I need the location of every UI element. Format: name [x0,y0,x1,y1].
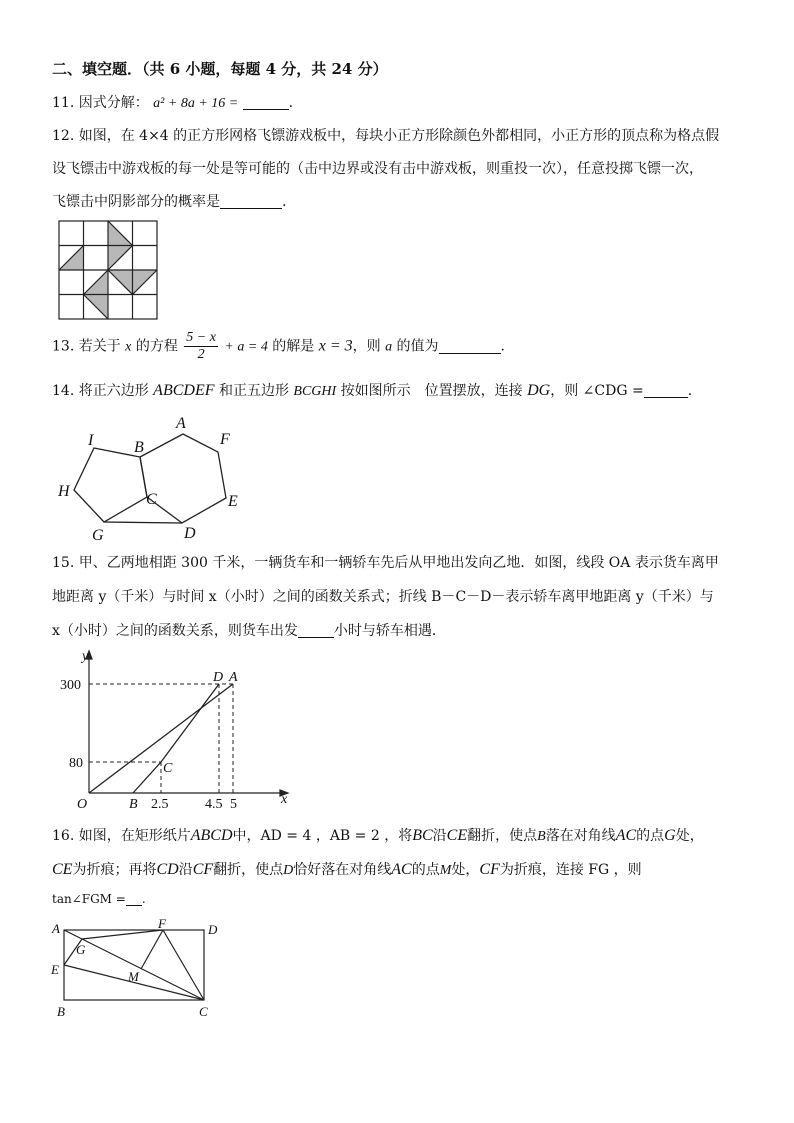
label-b: B [57,1004,65,1019]
hexagon-abcdef [140,434,226,523]
q13-number: 13. [52,338,75,355]
label-g: G [76,942,86,957]
label-c: C [199,1004,208,1019]
q14-text: 将正六边形 [78,383,149,399]
q16-text-2f: 的点 [411,862,440,878]
label-f: F [220,431,230,448]
section-title: 二、填空题．（共 6 小题，每题 4 分，共 24 分） [52,60,388,78]
q13-answer-blank [439,339,501,354]
q14-segment-dg: DG [527,382,551,399]
q16-rectangle-figure [48,918,233,1023]
q11-end: . [288,95,294,111]
q13-text-post3: 的值为 [396,338,439,355]
q15-text-2: 地距离 y（千米）与时间 x（小时）之间的函数关系式；折线 B－C－D－表示轿车离甲地距离 y（千米）与 [52,589,714,605]
q12-answer-blank [220,194,282,209]
q13-fraction-numerator: 5 − x [186,330,216,345]
q13-text-post2: ，则 [352,338,381,355]
question-14 [52,380,692,400]
x-tick-2-5: 2.5 [151,797,169,812]
label-e: E [51,962,59,977]
label-i: I [88,432,94,449]
q13-text-mid: 的方程 [135,338,178,355]
q14-text-mid: 和正五边形 [218,383,289,399]
q14-number: 14. [52,383,75,399]
q13-var-x: x [125,339,132,355]
label-a: A [176,415,186,432]
x-tick-4-5: 4.5 [205,797,223,812]
q16-point-d: D [283,863,294,878]
y-axis-label: y [82,649,89,664]
q16-text-2g: 处， [451,862,480,878]
q16-point-b: B [537,829,546,844]
q16-rect-name: ABCD [190,827,233,844]
label-g: G [92,527,104,544]
label-c: C [146,491,157,508]
q16-text-2b: 为折痕；再将 [72,862,157,878]
q14-answer-blank [644,383,688,398]
q11-answer-blank [243,95,289,110]
q16-point-m: M [439,863,452,878]
q16-segment-cd: CD [156,861,179,878]
q11-text: 因式分解： [78,95,149,111]
question-16-line2 [52,859,642,879]
question-16-line3 [52,892,146,906]
q16-text-1f: 的点 [636,828,665,844]
label-b: B [134,439,144,456]
segment-fm [141,930,163,969]
q12-number: 12. [52,128,75,144]
q14-pentagon-name: BCGHI [293,384,337,399]
q14-text-rest: 按如图所示 位置摆放，连接 [340,383,523,399]
q12-text-2: 设飞镖击中游戏板的每一处是等可能的（击中边界或没有击中游戏板，则重投一次），任意投掷飞镖一次， [52,161,703,177]
label-h: H [58,483,70,500]
origin-label: O [77,797,88,812]
q16-text-2c: 沿 [178,862,193,878]
q13-fraction [184,330,218,363]
q13-equation-rest: + a = 4 [224,339,268,355]
q16-point-g: G [664,827,676,844]
q16-segment-bc: BC [412,827,433,844]
q12-text-3: 飞镖击中阴影部分的概率是 [52,194,220,210]
x-axis-label: x [281,792,288,807]
q16-end: . [141,892,146,906]
q13-end: . [500,338,505,355]
question-15-line1 [52,552,719,572]
segment-dg [104,522,182,523]
q15-answer-blank [298,623,334,638]
label-d: D [208,922,218,937]
q14-ask: ，则 ∠CDG = [550,383,644,399]
q16-segment-ac-2: AC [391,861,412,878]
q15-text-3b: 小时与轿车相遇． [333,623,446,639]
q16-text-3: tan∠FGM = [52,892,126,906]
question-12-line3 [52,191,286,211]
question-12-line1 [52,125,719,145]
q16-segment-cf-2: CF [479,861,500,878]
q15-number: 15. [52,555,75,571]
q14-hexagon-name: ABCDEF [153,382,215,399]
q16-segment-ce: CE [446,827,468,844]
q16-text-2h: 为折痕，连接 FG ，则 [499,862,642,878]
point-label-a: A [229,670,238,685]
x-tick-5: 5 [230,797,237,812]
q16-text-1d: 翻折，使点 [467,828,538,844]
q15-function-graph [55,648,305,813]
q16-segment-cf: CF [192,861,214,878]
q15-text-3a: x（小时）之间的函数关系，则货车出发 [52,623,298,639]
label-a: A [52,921,60,936]
q16-text-1g: 处， [675,828,704,844]
q14-end: . [687,383,693,399]
label-f: F [158,916,166,931]
q13-solution: x = 3 [318,337,353,355]
point-label-c: C [163,761,173,776]
q16-segment-ce-2: CE [52,861,73,878]
label-m: M [128,969,139,984]
q16-text-2e: 恰好落在对角线 [293,862,392,878]
x-label-b: B [129,797,138,812]
q16-answer-blank [126,894,142,906]
y-tick-80: 80 [69,756,83,771]
question-11 [52,92,293,112]
question-13 [52,330,505,363]
point-label-d: D [213,670,224,685]
q13-var-a: a [385,339,393,355]
question-16-line1 [52,825,704,845]
y-tick-300: 300 [60,678,81,693]
q13-text-post1: 的解是 [272,338,315,355]
question-15-line3 [52,620,446,640]
polyline-bcd [133,684,219,793]
label-e: E [228,493,238,510]
q16-text-1b: 中，AD = 4 ，AB = 2 ，将 [232,828,413,844]
q16-text-2d: 翻折，使点 [213,862,284,878]
q12-end: . [282,194,287,210]
q13-fraction-denominator: 2 [197,347,205,362]
q11-expression: a² + 8a + 16 = [153,96,239,111]
q16-number: 16. [52,828,75,844]
q16-text-1a: 如图，在矩形纸片 [78,828,191,844]
label-d: D [184,525,196,542]
q13-text-pre: 若关于 [78,338,121,355]
q11-number: 11. [52,95,75,111]
q14-polygons-figure [50,410,250,545]
q16-segment-ac: AC [615,827,637,844]
q12-text-1: 如图，在 4×4 的正方形网格飞镖游戏板中，每块小正方形除颜色外都相同，小正方形的顶点称为格点假 [78,128,720,144]
pentagon-bcghi [74,448,147,522]
q16-text-1e: 落在对角线 [545,828,616,844]
q12-dartboard-grid [59,221,157,319]
q16-text-1c: 沿 [432,828,447,844]
q15-text-1: 甲、乙两地相距 300 千米，一辆货车和一辆轿车先后从甲地出发向乙地．如图，线段 OA 表示货车离甲 [78,555,719,571]
segment-fg [82,930,163,939]
